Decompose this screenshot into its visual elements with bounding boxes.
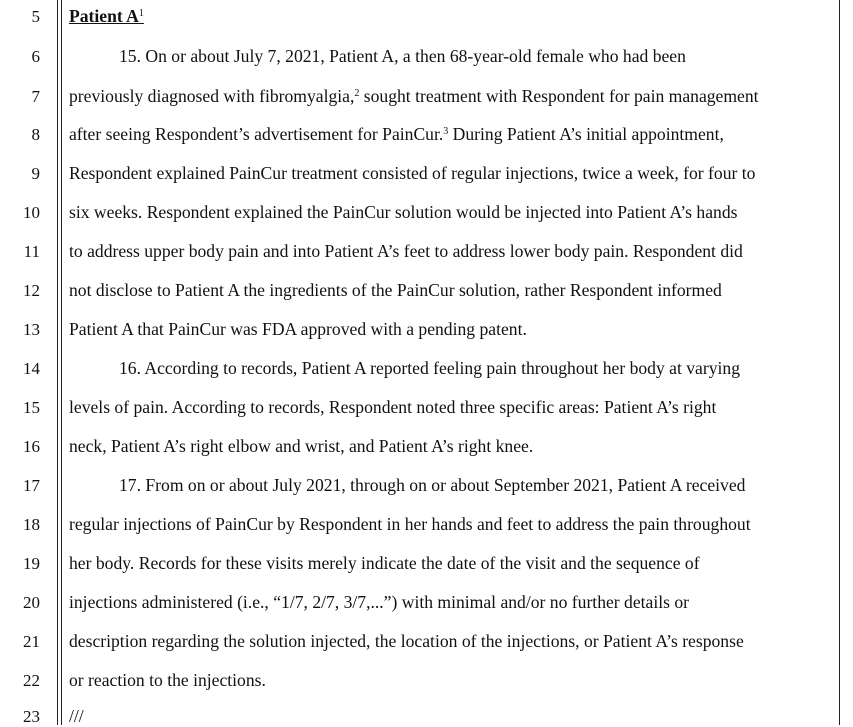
line-number: 11 — [23, 242, 40, 261]
line-number: 12 — [23, 281, 40, 300]
line-text: sought treatment with Respondent for pain management — [359, 86, 759, 106]
paragraph-line: 16. According to records, Patient A reported feeling pain throughout her body at varying — [119, 358, 741, 378]
line-text: previously diagnosed with fibromyalgia, — [69, 86, 355, 106]
line-number: 16 — [23, 437, 40, 456]
line-number: 19 — [23, 554, 40, 573]
paragraph-line — [69, 123, 724, 145]
line-number: 22 — [23, 671, 40, 690]
paragraph-line: to address upper body pain and into Patient A’s feet to address lower body pain. Respondent did — [69, 241, 743, 261]
line-number: 14 — [23, 359, 40, 378]
paragraph-line: six weeks. Respondent explained the PainCur solution would be injected into Patient A’s hands — [69, 202, 738, 222]
footnote-ref: 2 — [354, 88, 360, 99]
right-margin-rule — [839, 0, 840, 725]
paragraph-line: 15. On or about July 7, 2021, Patient A, a then 68-year-old female who had been — [119, 46, 686, 66]
line-number: 21 — [23, 632, 40, 651]
paragraph-line: /// — [69, 706, 84, 726]
line-text: after seeing Respondent’s advertisement for PainCur. — [69, 124, 444, 144]
line-number: 8 — [31, 125, 40, 144]
paragraph-line: or reaction to the injections. — [69, 670, 266, 690]
paragraph-line: Patient A that PainCur was FDA approved with a pending patent. — [69, 319, 527, 339]
footnote-ref: 3 — [443, 126, 449, 137]
line-number: 7 — [31, 87, 40, 106]
section-heading — [69, 5, 144, 27]
left-margin-rule-outer — [57, 0, 58, 725]
line-text: During Patient A’s initial appointment, — [448, 124, 724, 144]
line-number: 23 — [23, 707, 40, 726]
paragraph-line — [69, 85, 759, 107]
line-number: 9 — [31, 164, 40, 183]
paragraph-line: 17. From on or about July 2021, through on or about September 2021, Patient A received — [119, 475, 746, 495]
footnote-ref: 1 — [138, 8, 144, 19]
line-number: 18 — [23, 515, 40, 534]
paragraph-line: regular injections of PainCur by Respondent in her hands and feet to address the pain throughout — [69, 514, 751, 534]
line-number: 13 — [23, 320, 40, 339]
line-number: 5 — [31, 7, 40, 26]
paragraph-line: not disclose to Patient A the ingredients of the PainCur solution, rather Respondent informed — [69, 280, 722, 300]
paragraph-line: Respondent explained PainCur treatment consisted of regular injections, twice a week, for four to — [69, 163, 756, 183]
heading-title: Patient A — [69, 6, 139, 26]
paragraph-line: description regarding the solution injected, the location of the injections, or Patient A’s response — [69, 631, 744, 651]
paragraph-line: injections administered (i.e., “1/7, 2/7, 3/7,...”) with minimal and/or no further details or — [69, 592, 690, 612]
line-number: 6 — [31, 47, 40, 66]
paragraph-line: neck, Patient A’s right elbow and wrist, and Patient A’s right knee. — [69, 436, 534, 456]
line-number: 17 — [23, 476, 40, 495]
line-number: 20 — [23, 593, 40, 612]
line-number: 10 — [23, 203, 40, 222]
left-margin-rule-inner — [61, 0, 62, 725]
paragraph-line: her body. Records for these visits merely indicate the date of the visit and the sequence of — [69, 553, 700, 573]
paragraph-line: levels of pain. According to records, Respondent noted three specific areas: Patient A’s right — [69, 397, 717, 417]
line-number: 15 — [23, 398, 40, 417]
